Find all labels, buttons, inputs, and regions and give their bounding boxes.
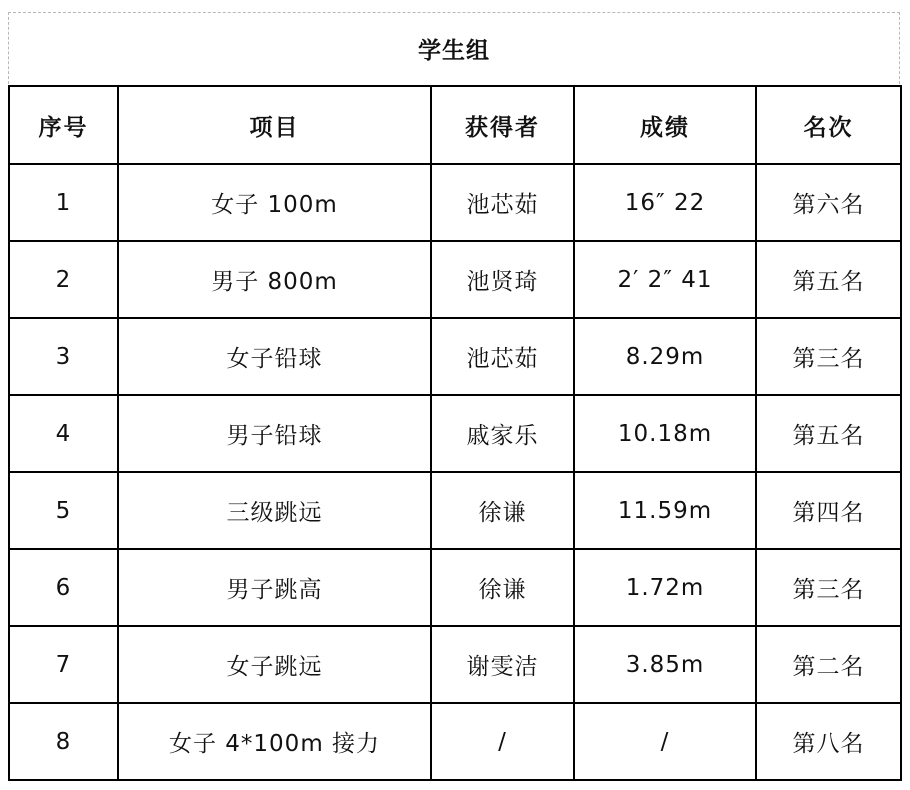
header-event: 项目 — [118, 86, 431, 164]
table-row — [9, 626, 901, 703]
cell-winner: 池芯茹 — [431, 164, 574, 241]
cell-index: 6 — [9, 549, 118, 626]
header-index: 序号 — [9, 86, 118, 164]
cell-result: / — [574, 703, 756, 780]
table-row — [9, 164, 901, 241]
cell-winner: 池贤琦 — [431, 241, 574, 318]
cell-rank: 第八名 — [756, 703, 901, 780]
table-title: 学生组 — [418, 38, 490, 64]
cell-result: 10.18m — [574, 395, 756, 472]
results-table — [8, 85, 902, 781]
table-title-cell — [8, 12, 900, 84]
cell-rank: 第五名 — [756, 241, 901, 318]
cell-result: 11.59m — [574, 472, 756, 549]
cell-result: 1.72m — [574, 549, 756, 626]
table-row — [9, 318, 901, 395]
header-result: 成绩 — [574, 86, 756, 164]
table-row — [9, 472, 901, 549]
cell-rank: 第五名 — [756, 395, 901, 472]
cell-event: 女子铅球 — [118, 318, 431, 395]
table-row — [9, 395, 901, 472]
cell-winner: 徐谦 — [431, 472, 574, 549]
cell-index: 4 — [9, 395, 118, 472]
table-header — [9, 86, 901, 164]
cell-result: 2′ 2″ 41 — [574, 241, 756, 318]
cell-event: 三级跳远 — [118, 472, 431, 549]
cell-rank: 第四名 — [756, 472, 901, 549]
header-row — [9, 86, 901, 164]
header-rank: 名次 — [756, 86, 901, 164]
cell-event: 女子 4*100m 接力 — [118, 703, 431, 780]
cell-event: 女子 100m — [118, 164, 431, 241]
cell-winner: 徐谦 — [431, 549, 574, 626]
table-row — [9, 241, 901, 318]
table-body — [9, 164, 901, 780]
cell-result: 3.85m — [574, 626, 756, 703]
table-row — [9, 703, 901, 780]
cell-index: 5 — [9, 472, 118, 549]
cell-event: 女子跳远 — [118, 626, 431, 703]
cell-event: 男子 800m — [118, 241, 431, 318]
cell-winner: / — [431, 703, 574, 780]
cell-index: 8 — [9, 703, 118, 780]
cell-winner: 谢雯洁 — [431, 626, 574, 703]
cell-rank: 第六名 — [756, 164, 901, 241]
cell-index: 3 — [9, 318, 118, 395]
cell-index: 1 — [9, 164, 118, 241]
cell-index: 7 — [9, 626, 118, 703]
table-row — [9, 549, 901, 626]
cell-index: 2 — [9, 241, 118, 318]
cell-rank: 第二名 — [756, 626, 901, 703]
cell-rank: 第三名 — [756, 549, 901, 626]
cell-event: 男子跳高 — [118, 549, 431, 626]
cell-event: 男子铅球 — [118, 395, 431, 472]
cell-rank: 第三名 — [756, 318, 901, 395]
cell-winner: 池芯茹 — [431, 318, 574, 395]
cell-winner: 戚家乐 — [431, 395, 574, 472]
cell-result: 8.29m — [574, 318, 756, 395]
cell-result: 16″ 22 — [574, 164, 756, 241]
header-winner: 获得者 — [431, 86, 574, 164]
